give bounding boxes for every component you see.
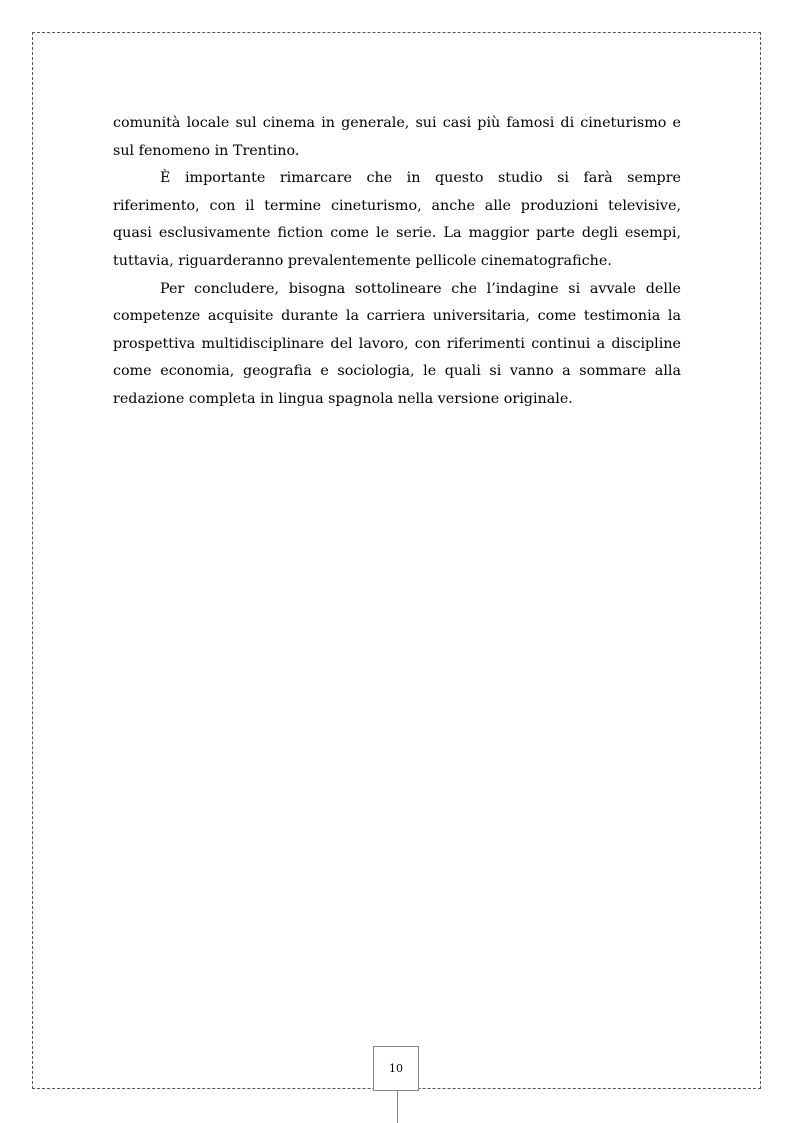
- paragraph-conclusion: Per concludere, bisogna sottolineare che l’indagine si avvale delle competenze acquisite durante la carriera universitaria, come testimonia la prospettiva multidisciplinare del lavoro, con riferimenti continui a discipline come economia, geografia e sociologia, le quali si vanno a sommare alla redazione completa in lingua spagnola nella versione originale.: [113, 280, 681, 407]
- page-number-stem: [397, 1091, 398, 1123]
- paragraph-cineturismo-definition: È importante rimarcare che in questo studio si farà sempre riferimento, con il termine cineturismo, anche alle produzioni televisive, quasi esclusivamente fiction come le serie. La maggior parte degli esempi, tuttavia, riguarderanno prevalentemente pellicole cinematografiche.: [113, 170, 681, 269]
- document-body: [113, 110, 681, 414]
- page-number: 10: [389, 1062, 403, 1075]
- page-number-box: [373, 1046, 419, 1091]
- paragraph-continuation: comunità locale sul cinema in generale, sui casi più famosi di cineturismo e sul fenomeno in Trentino.: [113, 115, 681, 159]
